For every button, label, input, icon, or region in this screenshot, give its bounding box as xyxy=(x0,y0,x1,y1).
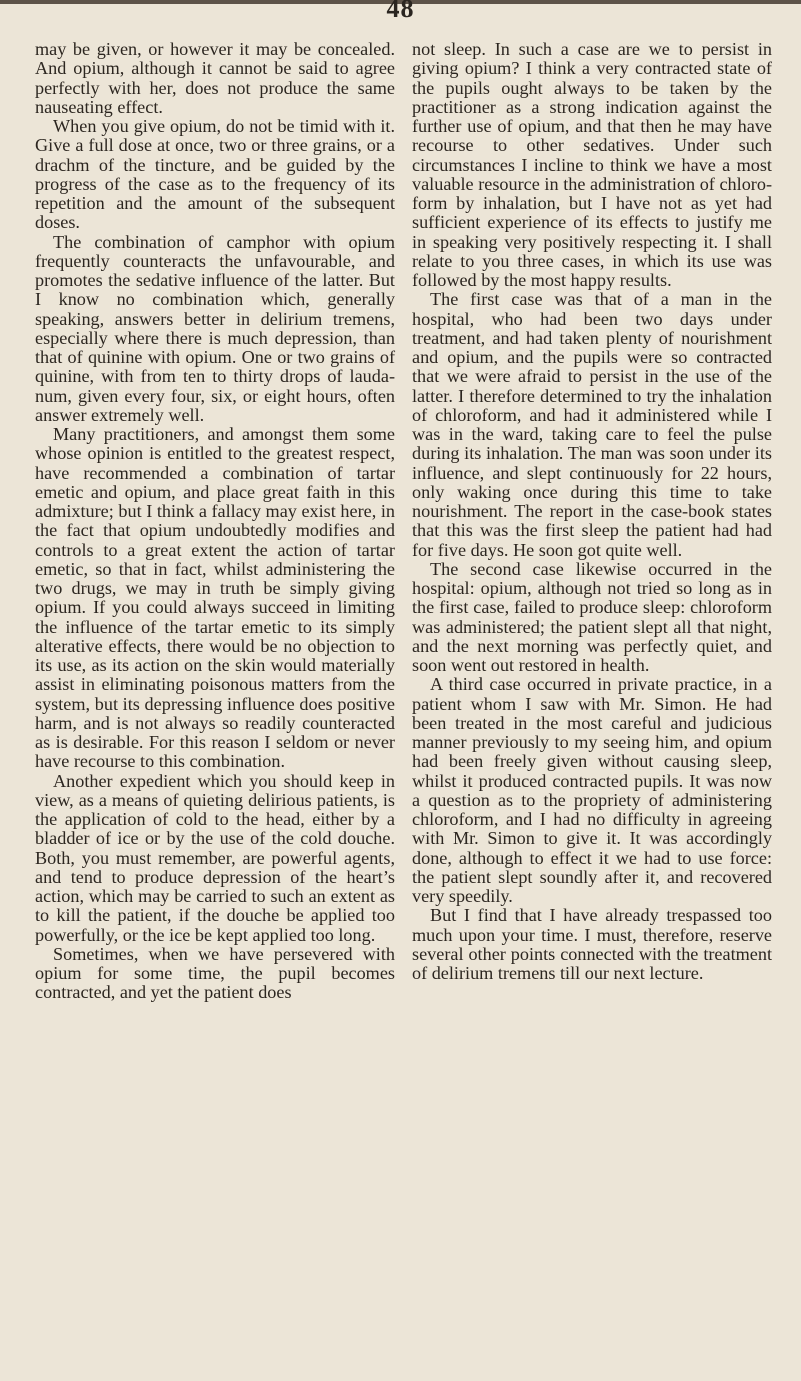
left-column xyxy=(35,40,395,1003)
paragraph: But I find that I have already trespassed too much upon your time. I must, therefore, reserve several other points connected with the treatment of delirium tremens till our next lecture. xyxy=(412,905,772,983)
paragraph: The second case likewise occurred in the hospital: opium, although not tried so long as in the first case, failed to produce sleep: chloroform was administered; the patient slept all that night, and the next morning was perfectly quiet, and soon went out restored in health. xyxy=(412,558,772,675)
text-columns xyxy=(35,40,772,1003)
paragraph: Sometimes, when we have persevered with opium for some time, the pupil becomes contracted, and yet the patient does xyxy=(35,943,395,1003)
paragraph: The combination of camphor with opium frequently counteracts the unfavourable, and promotes the sedative influence of the latter. But I know no combination which, generally speaking, answers better in delirium tremens, especially where there is much depression, than that of quinine with opium. One or two grains of quinine, with from ten to thirty drops of laudanum, given every four, six, or eight hours, often answer extremely well. xyxy=(35,231,395,425)
right-column xyxy=(412,40,772,1003)
paragraph: When you give opium, do not be timid with it. Give a full dose at once, two or three grains, or a drachm of the tincture, and be guided by the progress of the case as to the frequency of its repetition and the amount of the subsequent doses. xyxy=(35,116,395,233)
paragraph: Many practitioners, and amongst them some whose opinion is entitled to the greatest respect, have recommended a combination of tartar emetic and opium, and place great faith in this admixture; but I think a fallacy may exist here, in the fact that opium undoubtedly modifies and controls to a great extent the action of tartar emetic, so that in fact, whilst administering the two drugs, we may in truth be simply giving opium. If you could always succeed in limiting the influence of the tartar emetic to its simply alterative effects, there would be no objection to its use, as its action on the skin would materially assist in eliminating poisonous matters from the system, but its depressing influence does positive harm, and is not always so readily counteracted as is desirable. For this reason I seldom or never have recourse to this combination. xyxy=(35,424,395,772)
paragraph: may be given, or however it may be concealed. And opium, although it cannot be said to agree perfectly with her, does not produce the same nauseating effect. xyxy=(35,39,395,117)
page-number: 48 xyxy=(386,0,415,23)
paragraph: not sleep. In such a case are we to persist in giving opium? I think a very contracted state of the pupils ought always to be taken by the practitioner as a strong indication against the further use of opium, and that then he may have recourse to other sedatives. Under such circumstances I incline to think we have a most valuable resource in the administration of chloroform by inhalation, but I have not as yet had sufficient experience of its effects to justify me in speaking very positively respecting it. I shall relate to you three cases, in which its use was followed by the most happy results. xyxy=(412,39,772,290)
paragraph: A third case occurred in private practice, in a patient whom I saw with Mr. Simon. He had been treated in the most careful and judicious manner previously to my seeing him, and opium had been freely given without causing sleep, whilst it produced contracted pupils. It was now a question as to the propriety of administering chloroform, and I had no difficulty in agreeing with Mr. Simon to give it. It was accordingly done, although to effect it we had to use force: the patient slept soundly after it, and recovered very speedily. xyxy=(412,674,772,906)
paragraph: The first case was that of a man in the hospital, who had been two days under treatment, and had taken plenty of nourishment and opium, and the pupils were so contracted that we were afraid to persist in the use of the latter. I therefore determined to try the inhalation of chloroform, and had it administered while I was in the ward, taking care to feel the pulse during its inhalation. The man was soon under its influence, and slept continuously for 22 hours, only waking once during this time to take nourishment. The report in the case-book states that this was the first sleep the patient had had for five days. He soon got quite well. xyxy=(412,289,772,560)
paragraph: Another expedient which you should keep in view, as a means of quieting delirious patients, is the application of cold to the head, either by a bladder of ice or by the use of the cold douche. Both, you must remember, are powerful agents, and tend to produce depression of the heart’s action, which may be carried to such an extent as to kill the patient, if the douche be applied too powerfully, or the ice be kept applied too long. xyxy=(35,770,395,945)
